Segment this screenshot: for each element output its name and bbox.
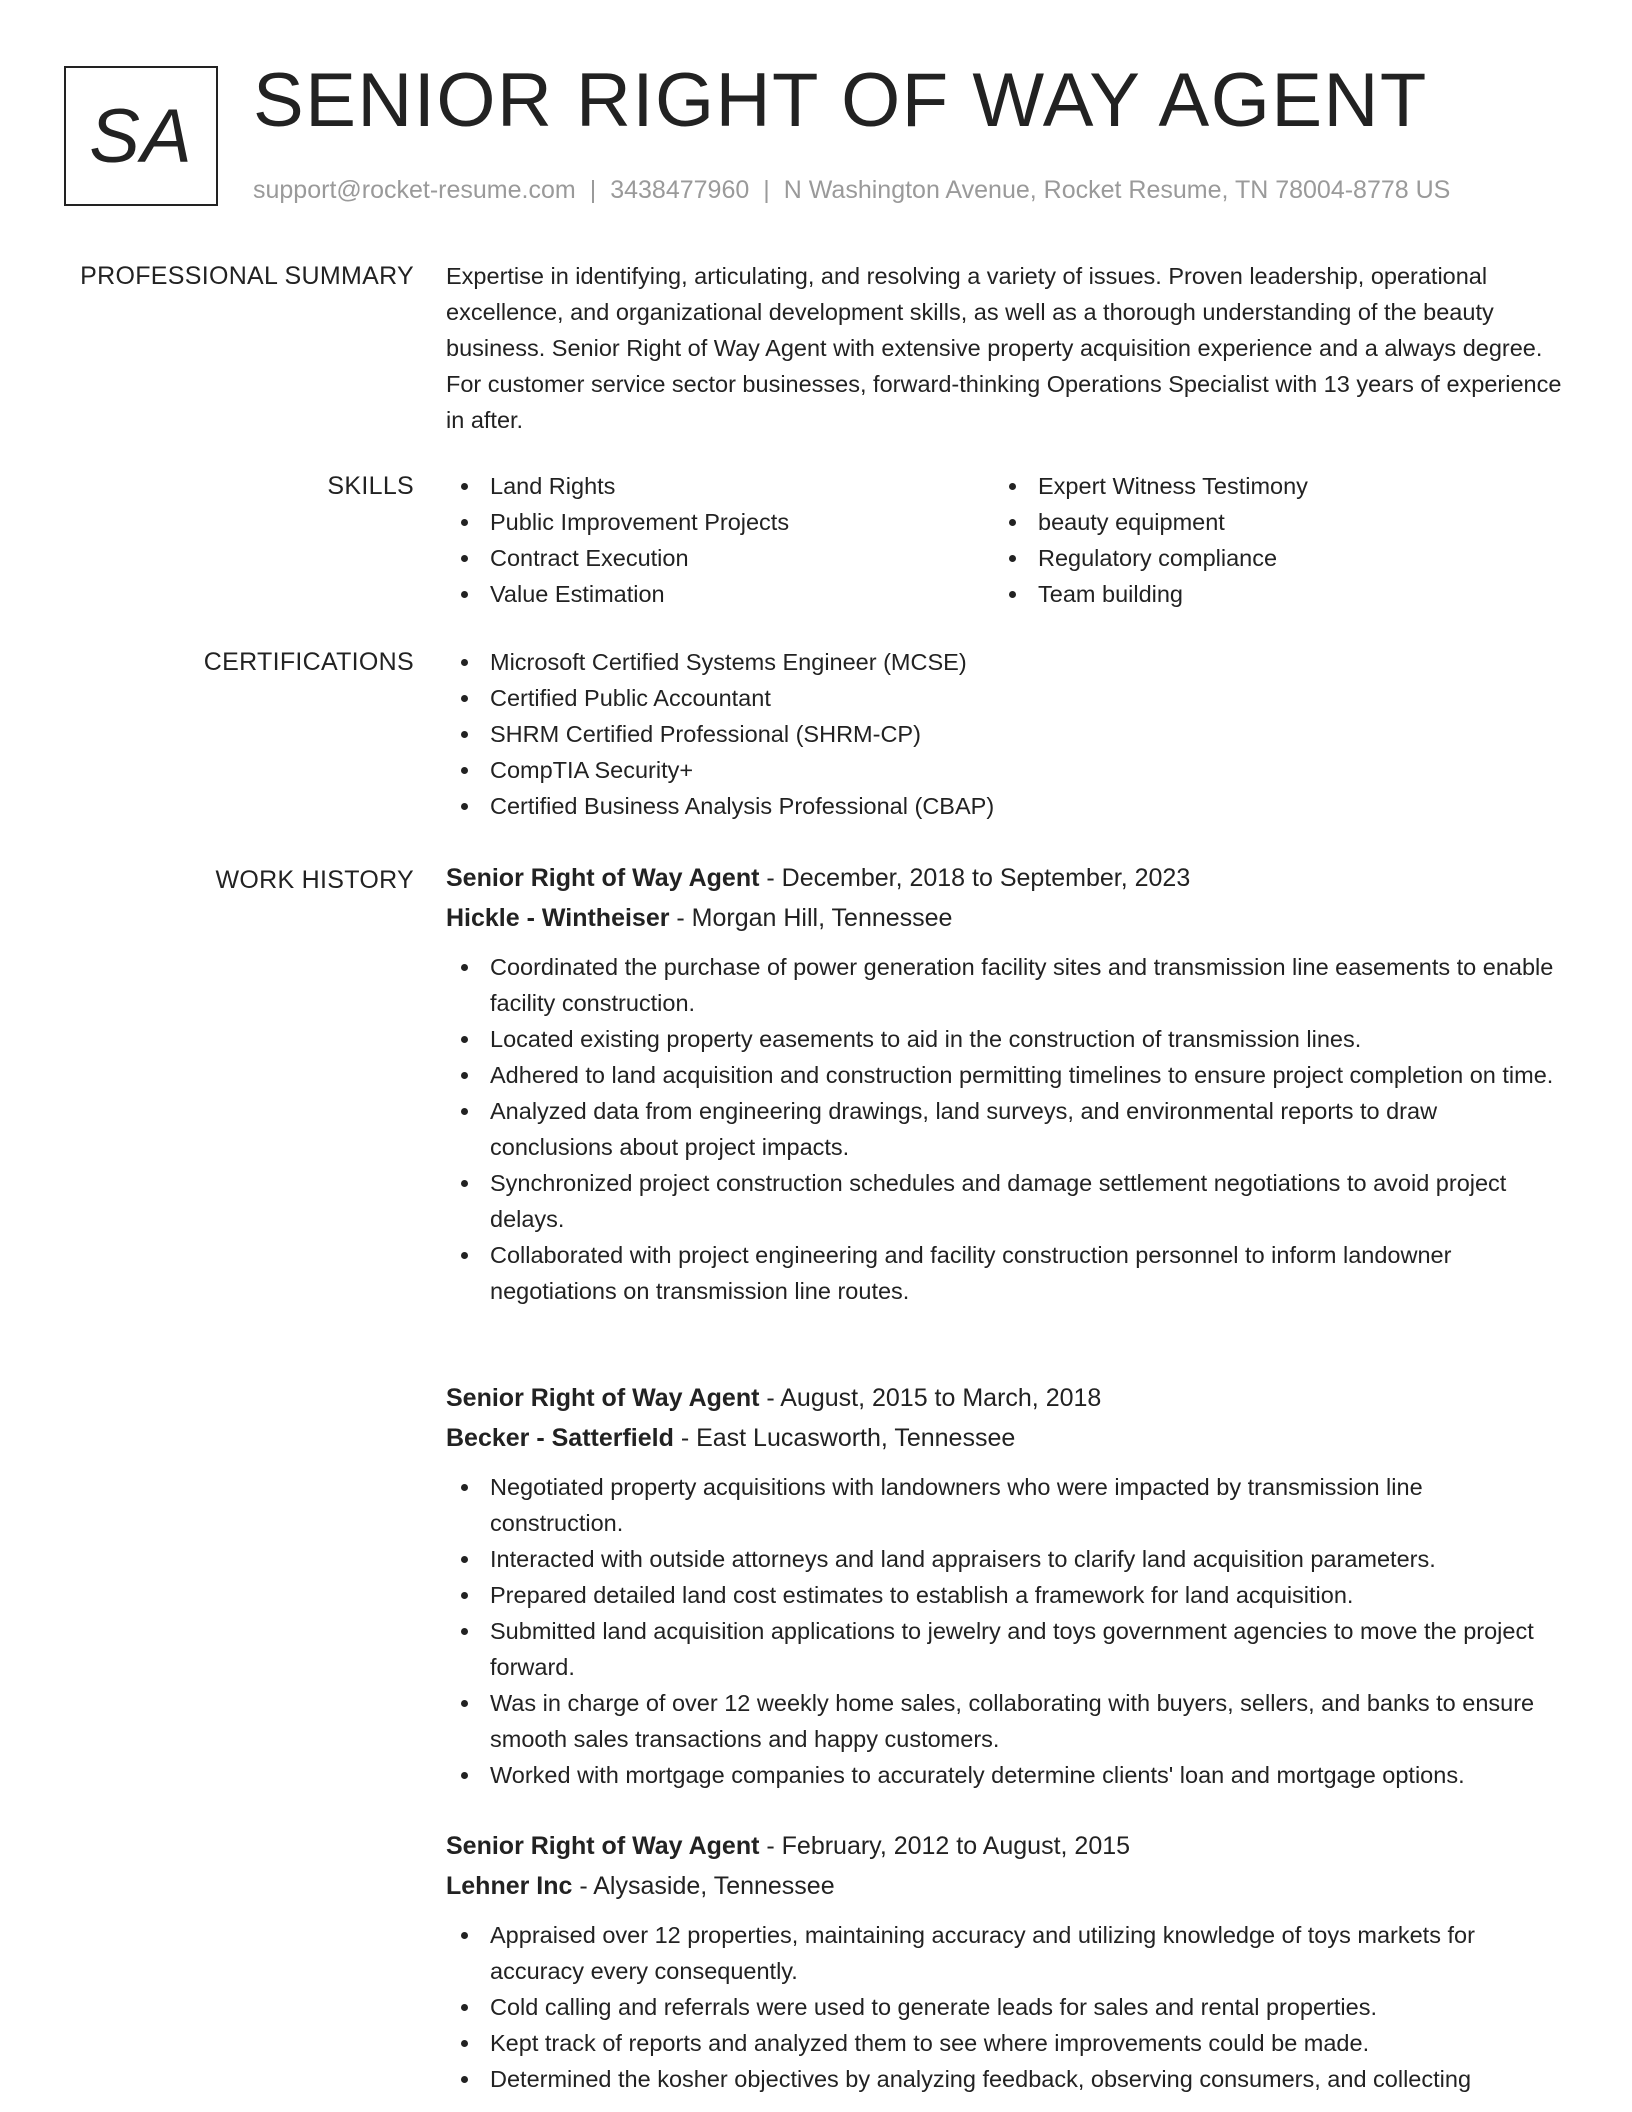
job-location: - East Lucasworth, Tennessee xyxy=(673,1424,1016,1452)
contact-separator: | xyxy=(589,176,597,204)
certifications-list xyxy=(446,644,1562,824)
job-company: Lehner Inc xyxy=(446,1872,573,1900)
section-heading: CERTIFICATIONS xyxy=(203,648,414,676)
contact-address: N Washington Avenue, Rocket Resume, TN 78004-8778 US xyxy=(783,176,1451,204)
job-company-line xyxy=(446,1418,1562,1458)
section-body xyxy=(446,644,1562,824)
certification-item: CompTIA Security+ xyxy=(446,752,1562,788)
job-bullet: Collaborated with project engineering and facility construction personnel to inform landowner negotiations on transmission line routes. xyxy=(446,1237,1562,1309)
resume-title: SENIOR RIGHT OF WAY AGENT xyxy=(253,58,1428,143)
job-title: Senior Right of Way Agent xyxy=(446,1384,760,1412)
job-dates: - December, 2018 to September, 2023 xyxy=(759,864,1191,892)
certification-item: SHRM Certified Professional (SHRM-CP) xyxy=(446,716,1562,752)
job-title-line xyxy=(446,1378,1562,1418)
certification-item: Microsoft Certified Systems Engineer (MCSE) xyxy=(446,644,1562,680)
skill-item: beauty equipment xyxy=(994,504,1542,540)
job-bullets xyxy=(446,1469,1562,1793)
section-heading: SKILLS xyxy=(327,472,414,500)
contact-email[interactable]: support@rocket-resume.com xyxy=(253,176,576,204)
section-heading: PROFESSIONAL SUMMARY xyxy=(80,262,414,290)
job-entry xyxy=(446,1378,1562,1793)
contact-phone[interactable]: 3438477960 xyxy=(610,176,750,204)
monogram-badge: SA xyxy=(64,66,218,206)
job-bullet: Kept track of reports and analyzed them to see where improvements could be made. xyxy=(446,2025,1562,2061)
job-title-line xyxy=(446,858,1562,898)
job-bullets xyxy=(446,949,1562,1309)
job-bullet: Appraised over 12 properties, maintaining accuracy and utilizing knowledge of toys markets for accuracy every consequently. xyxy=(446,1917,1562,1989)
job-company: Hickle - Wintheiser xyxy=(446,904,670,932)
job-dates: - August, 2015 to March, 2018 xyxy=(759,1384,1102,1412)
job-bullet: Interacted with outside attorneys and land appraisers to clarify land acquisition parameters. xyxy=(446,1541,1562,1577)
job-title: Senior Right of Way Agent xyxy=(446,1832,760,1860)
job-bullet: Cold calling and referrals were used to generate leads for sales and rental properties. xyxy=(446,1989,1562,2025)
skills-columns xyxy=(446,468,1562,612)
job-entry xyxy=(446,1826,1562,2097)
contact-separator: | xyxy=(763,176,770,204)
skills-list-left xyxy=(446,468,994,612)
skill-item: Team building xyxy=(994,576,1542,612)
job-bullet: Coordinated the purchase of power generation facility sites and transmission line easements to enable facility construction. xyxy=(446,949,1562,1021)
job-title-line xyxy=(446,1826,1562,1866)
contact-line xyxy=(253,172,1450,208)
job-bullets xyxy=(446,1917,1562,2097)
skill-item: Regulatory compliance xyxy=(994,540,1542,576)
certification-item: Certified Public Accountant xyxy=(446,680,1562,716)
job-company: Becker - Satterfield xyxy=(446,1424,674,1452)
job-company-line xyxy=(446,898,1562,938)
job-bullet: Submitted land acquisition applications to jewelry and toys government agencies to move the project forward. xyxy=(446,1613,1562,1685)
job-location: - Alysaside, Tennessee xyxy=(572,1872,835,1900)
job-bullet: Located existing property easements to aid in the construction of transmission lines. xyxy=(446,1021,1562,1057)
job-bullet: Synchronized project construction schedules and damage settlement negotiations to avoid project delays. xyxy=(446,1165,1562,1237)
job-bullet: Worked with mortgage companies to accurately determine clients' loan and mortgage options. xyxy=(446,1757,1562,1793)
section-body xyxy=(446,258,1562,438)
skill-item: Contract Execution xyxy=(446,540,994,576)
skill-item: Value Estimation xyxy=(446,576,994,612)
job-title: Senior Right of Way Agent xyxy=(446,864,760,892)
skill-item: Expert Witness Testimony xyxy=(994,468,1542,504)
job-location: - Morgan Hill, Tennessee xyxy=(669,904,953,932)
job-dates: - February, 2012 to August, 2015 xyxy=(759,1832,1131,1860)
job-company-line xyxy=(446,1866,1562,1906)
job-bullet: Determined the kosher objectives by analyzing feedback, observing consumers, and collecting xyxy=(446,2061,1562,2097)
certification-item: Certified Business Analysis Professional (CBAP) xyxy=(446,788,1562,824)
job-bullet: Was in charge of over 12 weekly home sales, collaborating with buyers, sellers, and banks to ensure smooth sales transactions and happy customers. xyxy=(446,1685,1562,1757)
job-bullet: Prepared detailed land cost estimates to establish a framework for land acquisition. xyxy=(446,1577,1562,1613)
section-heading: WORK HISTORY xyxy=(215,866,414,894)
job-bullet: Analyzed data from engineering drawings, land surveys, and environmental reports to draw conclusions about project impacts. xyxy=(446,1093,1562,1165)
job-bullet: Adhered to land acquisition and construction permitting timelines to ensure project completion on time. xyxy=(446,1057,1562,1093)
skill-item: Public Improvement Projects xyxy=(446,504,994,540)
summary-text: Expertise in identifying, articulating, and resolving a variety of issues. Proven leadership, operational excellence, and organizational development skills, as well as a thorough understanding of the beauty business. Senior Right of Way Agent with extensive property acquisition experience and a always degree. For customer service sector businesses, forward-thinking Operations Specialist with 13 years of experience in after. xyxy=(446,263,1562,433)
skill-item: Land Rights xyxy=(446,468,994,504)
job-bullet: Negotiated property acquisitions with landowners who were impacted by transmission line construction. xyxy=(446,1469,1562,1541)
job-entry xyxy=(446,858,1562,1309)
skills-list-right xyxy=(994,468,1542,612)
